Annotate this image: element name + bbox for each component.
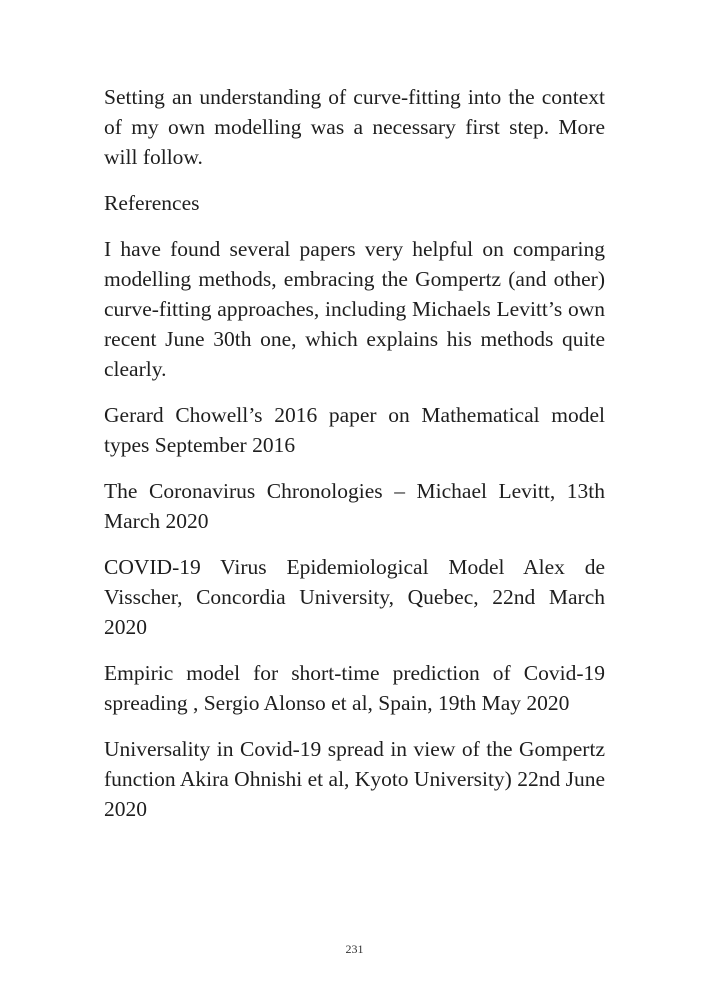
reference-item-levitt: The Coronavirus Chronologies – Michael Levitt, 13th March 2020 [104,479,605,533]
page-number: 231 [345,942,364,956]
reference-item-de-visscher: COVID-19 Virus Epidemiological Model Alex de Visscher, Concordia University, Quebec, 22nd March 2020 [104,555,605,639]
reference-item-alonso: Empiric model for short-time prediction of Covid-19 spreading , Sergio Alonso et al, Spain, 19th May 2020 [104,661,605,715]
intro-paragraph: Setting an understanding of curve-fitting into the context of my own modelling was a necessary first step. More will follow. [104,85,605,169]
body-text [104,82,605,840]
reference-item-ohnishi: Universality in Covid-19 spread in view of the Gompertz function Akira Ohnishi et al, Kyoto University) 22nd June 2020 [104,737,605,821]
references-heading: References [104,191,200,215]
reference-item-chowell: Gerard Chowell’s 2016 paper on Mathematical model types September 2016 [104,403,605,457]
references-intro-paragraph: I have found several papers very helpful on comparing modelling methods, embracing the Gompertz (and other) curve-fitting approaches, including Michaels Levitt’s own recent June 30th one, which explains his methods quite clearly. [104,237,605,381]
